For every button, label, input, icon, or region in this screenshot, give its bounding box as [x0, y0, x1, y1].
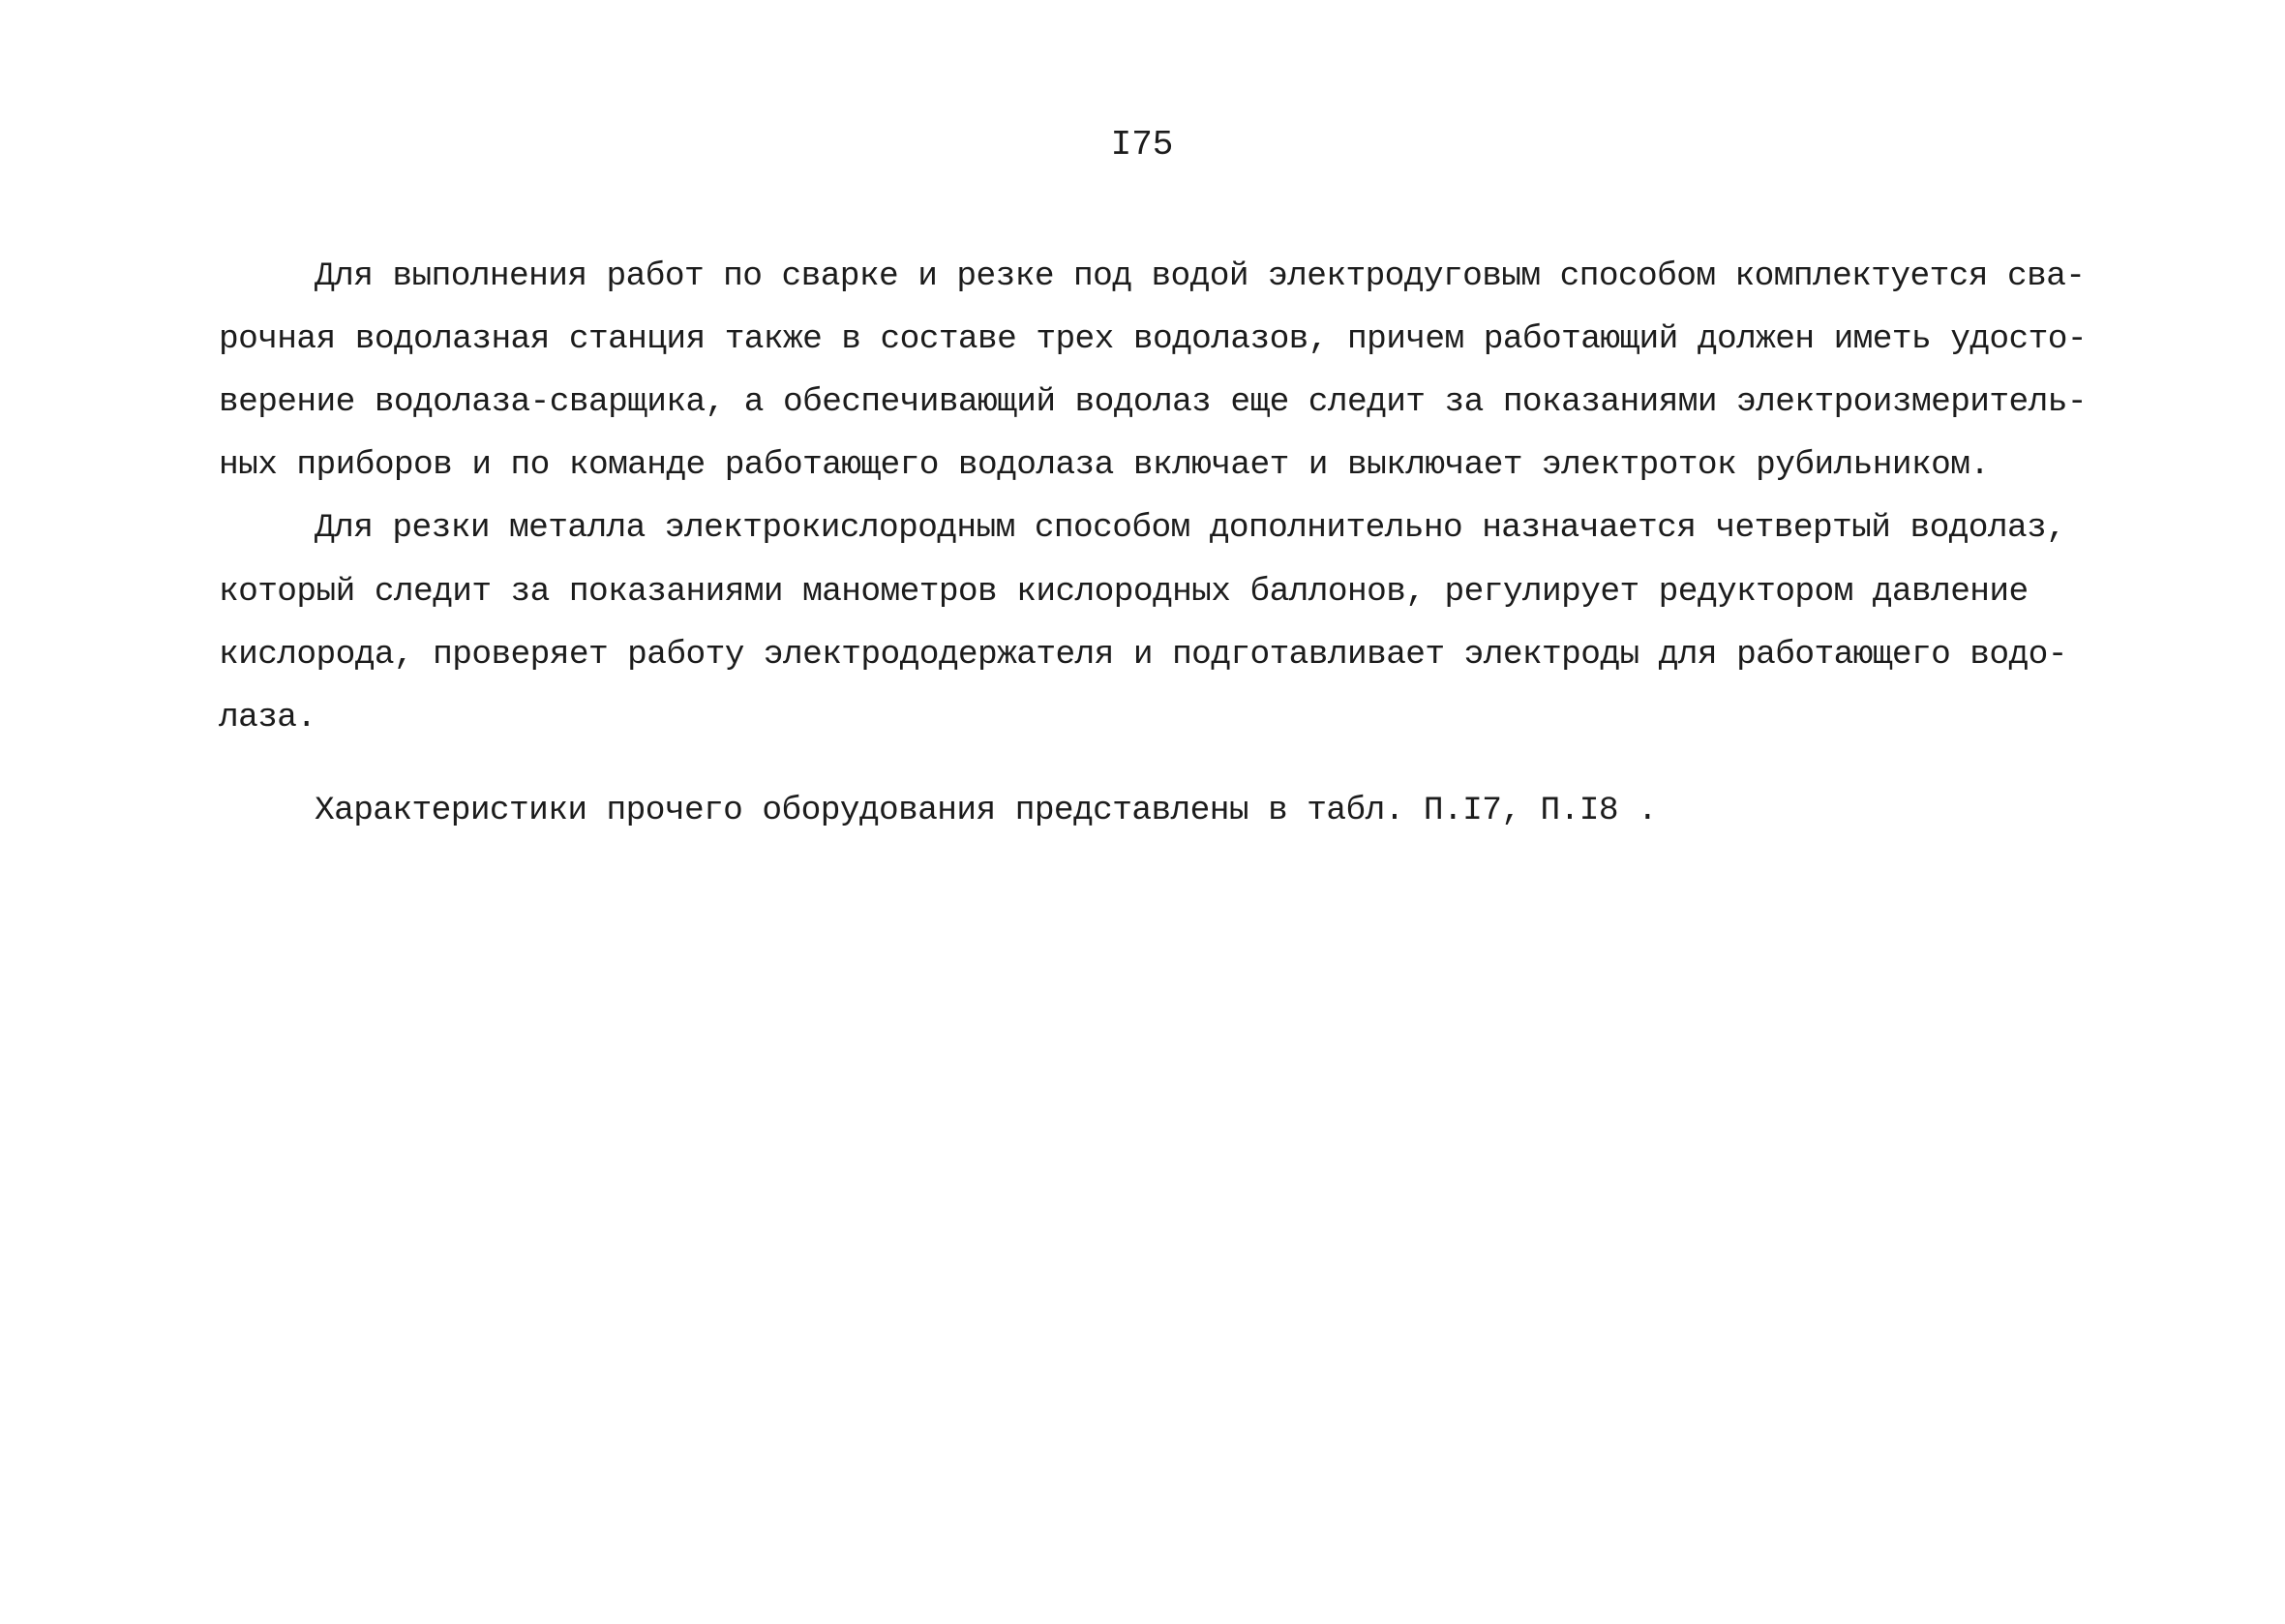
text-line: кислорода, проверяет работу электрододержателя и подготавливает электроды для работающего водо-: [219, 636, 2067, 674]
page-number: I75: [1110, 125, 1174, 165]
text-line: лаза.: [219, 699, 316, 737]
text-line: верение водолаза-сварщика, а обеспечивающий водолаз еще следит за показаниями электроизмеритель-: [219, 383, 2087, 421]
text-line: ных приборов и по команде работающего водолаза включает и выключает электроток рубильником.: [219, 446, 1990, 484]
text-line: который следит за показаниями манометров кислородных баллонов, регулирует редуктором давление: [219, 573, 2029, 611]
text-line: рочная водолазная станция также в составе трех водолазов, причем работающий должен иметь удосто-: [219, 320, 2087, 358]
text-line: Характеристики прочего оборудования представлены в табл. П.I7, П.I8 .: [315, 792, 1658, 829]
text-line: Для выполнения работ по сварке и резке под водой электродуговым способом комплектуется сва-: [315, 257, 2086, 295]
text-line: Для резки металла электрокислородным способом дополнительно назначается четвертый водолаз,: [315, 509, 2066, 547]
